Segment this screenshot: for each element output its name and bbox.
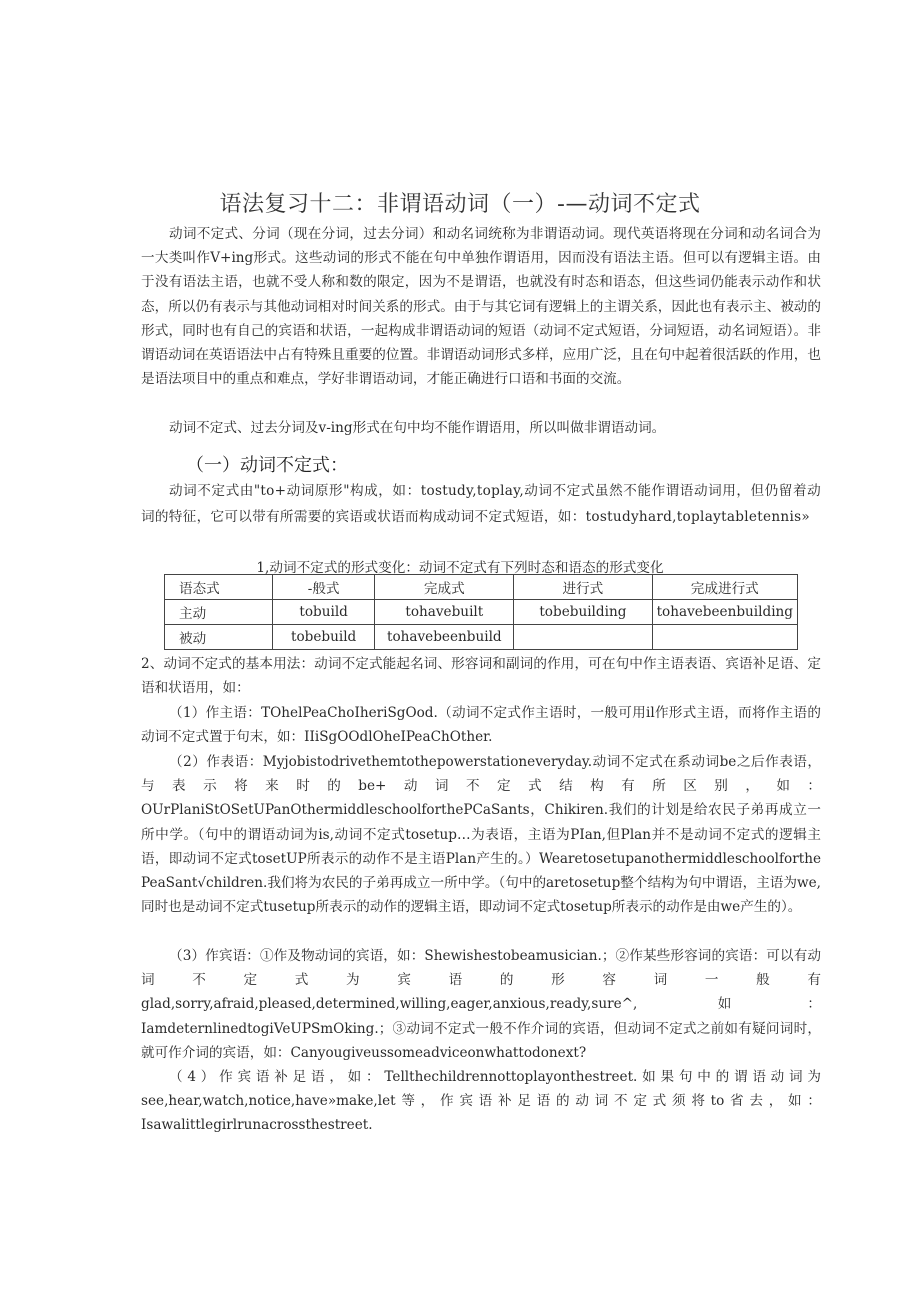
table-cell (514, 625, 652, 650)
table-cell: tohavebuilt (375, 600, 514, 625)
table-cell: tohavebeenbuild (375, 625, 514, 650)
table-caption: 1,动词不定式的形式变化：动词不定式有下列时态和语态的形式变化 (256, 560, 664, 576)
usage-subject-paragraph: （1）作主语：TOhelPeaChoIheriSgOod.（动词不定式作主语时，一般可用il作形式主语，而将作主语的动词不定式置于句末，如：IIiSgOOdlOheIPeaChOther. (141, 705, 821, 746)
table-row (165, 625, 798, 650)
usage-intro-paragraph: 2、动词不定式的基本用法：动词不定式能起名词、形容词和副词的作用，可在句中作主语表语、宾语补足语、定语和状语用，如： (141, 656, 821, 697)
table-cell: tobebuilding (514, 600, 652, 625)
table-cell: tobuild (272, 600, 375, 625)
table-header-row (165, 575, 798, 600)
table-header-cell: 完成进行式 (652, 575, 797, 600)
section-heading: （一）动词不定式： (186, 455, 348, 476)
usage-object-paragraph: （3）作宾语：①作及物动词的宾语，如：Shewishestobeamusician.；②作某些形容词的宾语：可以有动词不定式为宾语的形容词一般有glad,sorry,afraid,pleased,determined,willing,eager,anxious,ready,sure^, 如：IamdeternlinedtogiVeUPSmOking.；③动词不定式一般不作介词的宾语，但动词不定式之前如有疑问词时，就可作介词的宾语，如：Canyougiveussomeadviceonwhattodonext? (141, 948, 821, 1061)
intro-summary-paragraph: 动词不定式、过去分词及v-ing形式在句中均不能作谓语用，所以叫做非谓语动词。 (169, 420, 666, 436)
table-cell (652, 625, 797, 650)
table-cell: 被动 (165, 625, 273, 650)
intro-paragraph: 动词不定式、分词（现在分词，过去分词）和动名词统称为非谓语动词。现代英语将现在分词和动名词合为一大类叫作V+ing形式。这些动词的形式不能在句中单独作谓语用，因而没有语法主语。但可以有逻辑主语。由于没有语法主语，也就不受人称和数的限定，因为不是谓语，也就没有时态和语态，但这些词仍能表示动作和状态，所以仍有表示与其他动词相对时间关系的形式。由于与其它词有逻辑上的主谓关系，因此也有表示主、被动的形式，同时也有自己的宾语和状语，一起构成非谓语动词的短语（动词不定式短语，分词短语，动名词短语）。非谓语动词在英语语法中占有特殊且重要的位置。非谓语动词形式多样，应用广泛，且在句中起着很活跃的作用，也是语法项目中的重点和难点，学好非谓语动词，才能正确进行口语和书面的交流。 (141, 226, 821, 388)
table-row (165, 600, 798, 625)
section-intro-paragraph: 动词不定式由"to+动词原形"构成，如：tostudy,toplay,动词不定式虽然不能作谓语动词用，但仍留着动词的特征，它可以带有所需要的宾语或状语而构成动词不定式短语，如：tostudyhard,toplaytabletennis» (141, 483, 821, 525)
table-cell: 主动 (165, 600, 273, 625)
page-title: 语法复习十二：非谓语动词（一）-—动词不定式 (219, 192, 701, 217)
table-cell: tohavebeenbuilding (652, 600, 797, 625)
table-header-cell: 语态式 (165, 575, 273, 600)
infinitive-forms-table (164, 574, 798, 650)
table-header-cell: 完成式 (375, 575, 514, 600)
usage-predicative-paragraph: （2）作表语：Myjobistodrivethemtothepowerstationeveryday.动词不定式在系动词be之后作表语，与表示将来时的be+动词不定式结构有所区别，如：OUrPlaniStOSetUPanOthermiddleschoolforthePCaSants，Chikiren.我们的计划是给农民子弟再成立一所中学。（句中的谓语动词为is,动词不定式tosetup…为表语，主语为PIan,但Plan并不是动词不定式的逻辑主语，即动词不定式tosetUP所表示的动作不是主语Plan产生的。）Wearetosetupanothermiddleschoolforthe PeaSant√children.我们将为农民的子弟再成立一所中学。（句中的aretosetup整个结构为句中谓语，主语为we,同时也是动词不定式tusetup所表示的动作的逻辑主语，即动词不定式tosetup所表示的动作是由we产生的）。 (141, 754, 821, 916)
table-header-cell: 进行式 (514, 575, 652, 600)
table-cell: tobebuild (272, 625, 375, 650)
table-header-cell: -般式 (272, 575, 375, 600)
usage-complement-paragraph: （4）作宾语补足语，如：Tellthechildrennottoplayonthestreet.如果句中的谓语动词为see,hear,watch,notice,have»make,let等，作宾语补足语的动词不定式须将to省去，如：Isawalittlegirlrunacrossthestreet. (141, 1069, 821, 1134)
